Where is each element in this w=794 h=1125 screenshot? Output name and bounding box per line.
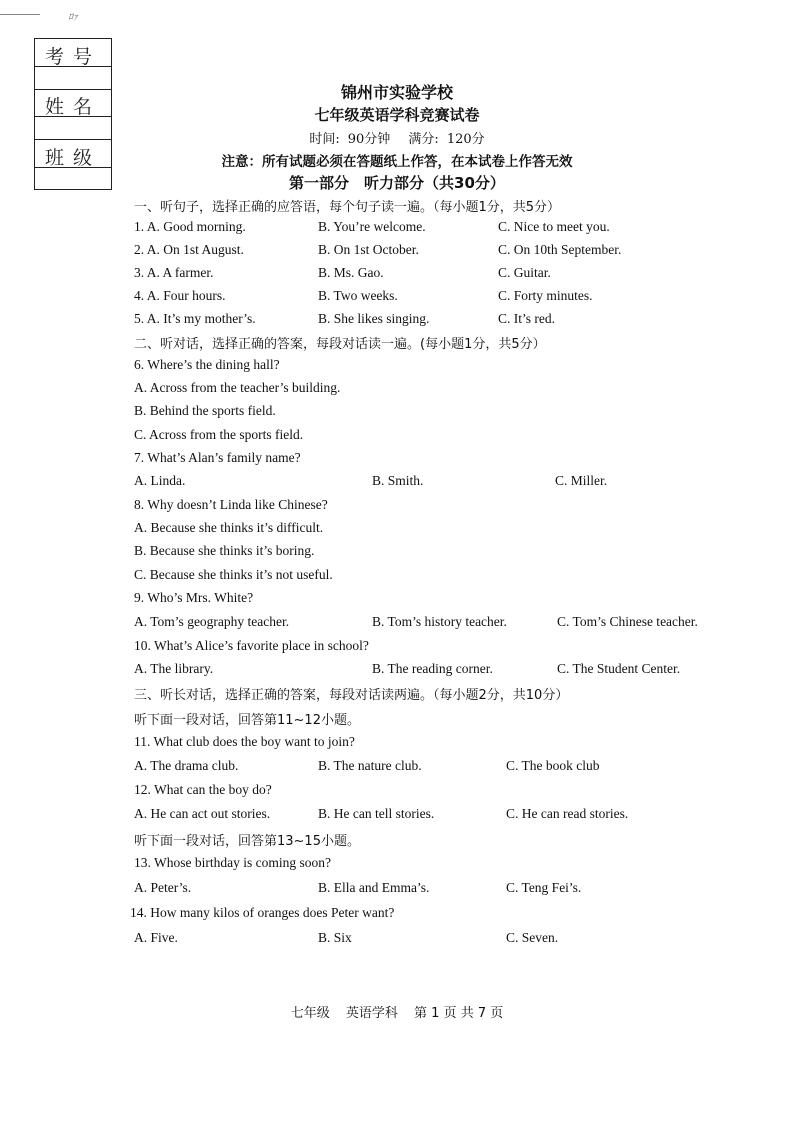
q10-option-a: A. The library. [134, 661, 214, 676]
q1-option-b: B. You’re welcome. [318, 219, 426, 234]
q13-stem: 13. Whose birthday is coming soon? [134, 855, 331, 870]
q10-option-c: C. The Student Center. [557, 661, 681, 676]
section-2-title: 二、听对话，选择正确的答案，每段对话读一遍。(每小题1分，共5分） [134, 337, 546, 352]
q14-option-b: B. Six [318, 930, 352, 945]
q1-option-c: C. Nice to meet you. [498, 219, 610, 234]
q5-option-a: 5. A. It’s my mother’s. [134, 311, 256, 326]
q11-option-c: C. The book club [506, 758, 600, 773]
class-label: 班级 [44, 147, 101, 169]
q11-option-b: B. The nature club. [318, 758, 422, 773]
q6-stem: 6. Where’s the dining hall? [134, 357, 280, 372]
q8-option-a: A. Because she thinks it’s difficult. [134, 520, 324, 535]
q12-stem: 12. What can the boy do? [134, 782, 272, 797]
q4-option-a: 4. A. Four hours. [134, 288, 226, 303]
q8-stem: 8. Why doesn’t Linda like Chinese? [134, 497, 328, 512]
notice: 注意：所有试题必须在答题纸上作答，在本试卷上作答无效 [221, 154, 573, 170]
school-name: 锦州市实验学校 [340, 83, 453, 102]
q4-option-c: C. Forty minutes. [498, 288, 593, 303]
handwritten-scribble: ﾛｧ [68, 12, 78, 23]
q7-option-a: A. Linda. [134, 473, 186, 488]
q10-stem: 10. What’s Alice’s favorite place in school? [134, 638, 369, 653]
group-2-instruction: 听下面一段对话，回答第13~15小题。 [134, 834, 360, 849]
q2-option-a: 2. A. On 1st August. [134, 242, 244, 257]
q5-option-b: B. She likes singing. [318, 311, 430, 326]
q7-stem: 7. What’s Alan’s family name? [134, 450, 301, 465]
corner-mark [0, 14, 40, 15]
q3-option-c: C. Guitar. [498, 265, 551, 280]
q13-option-c: C. Teng Fei’s. [506, 880, 582, 895]
q10-option-b: B. The reading corner. [372, 661, 493, 676]
section-1-title: 一、听句子，选择正确的应答语，每个句子读一遍。（每小题1分，共5分） [134, 200, 561, 215]
q11-option-a: A. The drama club. [134, 758, 239, 773]
q11-stem: 11. What club does the boy want to join? [134, 734, 355, 749]
time-label: 时间: [309, 132, 340, 147]
q9-option-b: B. Tom’s history teacher. [372, 614, 507, 629]
q8-option-c: C. Because she thinks it’s not useful. [134, 567, 333, 582]
q3-option-b: B. Ms. Gao. [318, 265, 384, 280]
score-label: 满分: [408, 132, 439, 147]
divider [35, 66, 111, 67]
q4-option-b: B. Two weeks. [318, 288, 398, 303]
exam-number-label: 考号 [44, 46, 101, 68]
exam-time-score [0, 128, 794, 147]
group-1-instruction: 听下面一段对话，回答第11~12小题。 [134, 713, 360, 728]
page-footer [0, 1002, 794, 1021]
q14-stem: 14. How many kilos of oranges does Peter want? [130, 905, 395, 920]
q6-option-b: B. Behind the sports field. [134, 403, 276, 418]
q6-option-a: A. Across from the teacher’s building. [134, 380, 341, 395]
q3-option-a: 3. A. A farmer. [134, 265, 214, 280]
q9-option-c: C. Tom’s Chinese teacher. [557, 614, 698, 629]
q6-option-c: C. Across from the sports field. [134, 427, 304, 442]
footer-subject: 英语学科 [345, 1006, 398, 1021]
footer-grade: 七年级 [290, 1006, 330, 1021]
q12-option-b: B. He can tell stories. [318, 806, 435, 821]
q13-option-b: B. Ella and Emma’s. [318, 880, 430, 895]
q14-option-a: A. Five. [134, 930, 178, 945]
q1-option-a: 1. A. Good morning. [134, 219, 246, 234]
q5-option-c: C. It’s red. [498, 311, 555, 326]
q9-stem: 9. Who’s Mrs. White? [134, 590, 254, 605]
q8-option-b: B. Because she thinks it’s boring. [134, 543, 315, 558]
q9-option-a: A. Tom’s geography teacher. [134, 614, 290, 629]
exam-title: 七年级英语学科竞赛试卷 [314, 106, 480, 124]
q7-option-c: C. Miller. [555, 473, 608, 488]
q14-option-c: C. Seven. [506, 930, 559, 945]
q12-option-c: C. He can read stories. [506, 806, 629, 821]
name-label: 姓名 [44, 96, 101, 118]
part-title: 第一部分 听力部分（共30分） [289, 174, 505, 192]
section-3-title: 三、听长对话，选择正确的答案，每段对话读两遍。（每小题2分，共10分） [134, 688, 569, 703]
q2-option-c: C. On 10th September. [498, 242, 622, 257]
q12-option-a: A. He can act out stories. [134, 806, 271, 821]
score-value: 120分 [446, 132, 485, 147]
q13-option-a: A. Peter’s. [134, 880, 192, 895]
footer-page-number: 第 1 页 共 7 页 [414, 1006, 504, 1021]
time-value: 90分钟 [347, 132, 391, 147]
q2-option-b: B. On 1st October. [318, 242, 419, 257]
q7-option-b: B. Smith. [372, 473, 424, 488]
